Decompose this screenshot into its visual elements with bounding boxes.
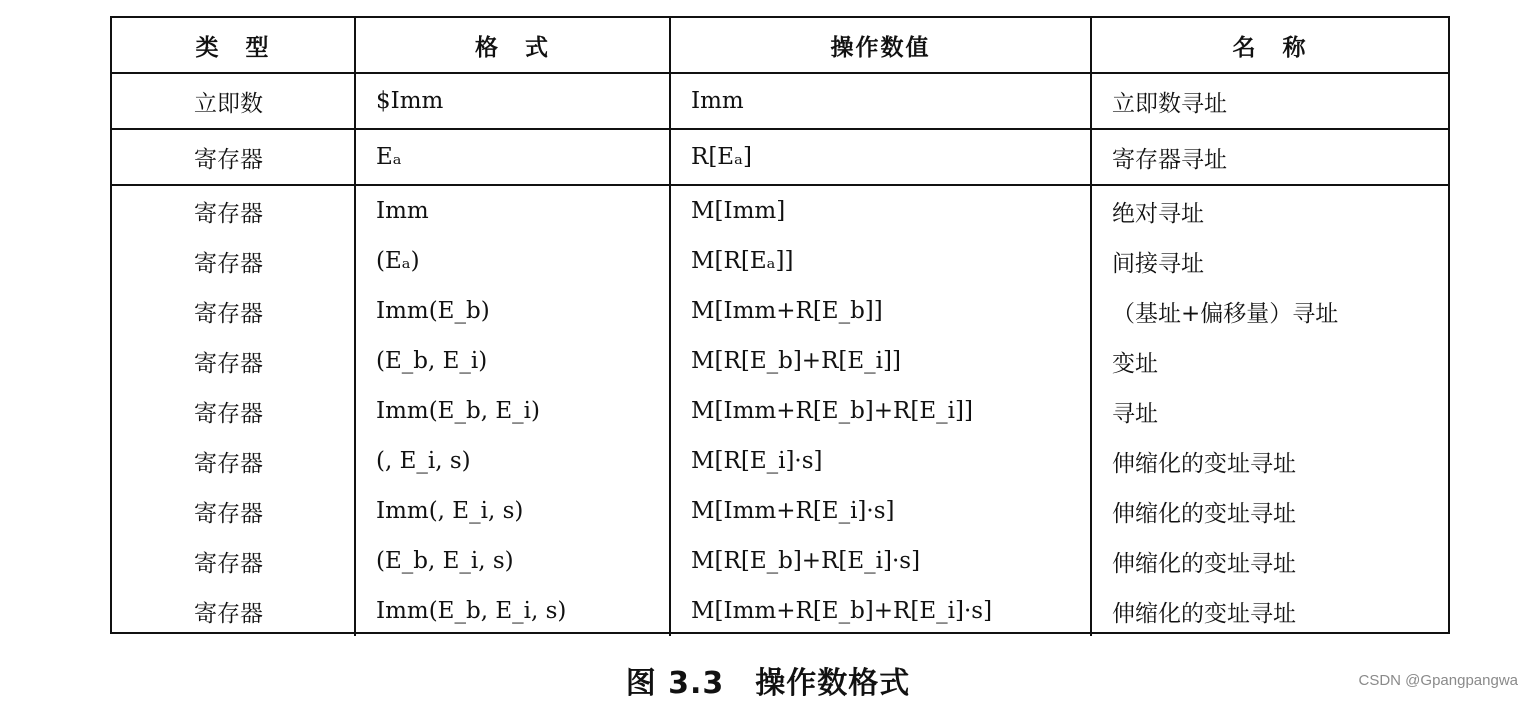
header-name: 名 称 bbox=[1091, 18, 1448, 73]
cell-format: Eₐ bbox=[355, 129, 670, 185]
table-row bbox=[112, 185, 1448, 236]
cell-format: Imm(, E_i, s) bbox=[355, 486, 670, 536]
cell-type: 寄存器 bbox=[112, 536, 355, 586]
cell-operand-value: M[R[E_b]+R[E_i]·s] bbox=[670, 536, 1091, 586]
cell-operand-value: M[Imm+R[E_b]+R[E_i]·s] bbox=[670, 586, 1091, 636]
cell-name: 寻址 bbox=[1112, 400, 1158, 427]
cell-format: Imm(E_b) bbox=[355, 286, 670, 336]
cell-format: Imm(E_b, E_i, s) bbox=[355, 586, 670, 636]
operand-table bbox=[112, 18, 1448, 636]
cell-name: 绝对寻址 bbox=[1112, 200, 1204, 227]
cell-format: Imm bbox=[355, 185, 670, 236]
cell-type: 寄存器 bbox=[112, 236, 355, 286]
cell-name: （基址+偏移量）寻址 bbox=[1112, 300, 1339, 327]
figure-caption: 图 3.3 操作数格式 bbox=[625, 666, 911, 701]
cell-format: Imm(E_b, E_i) bbox=[355, 386, 670, 436]
cell-format: (E_b, E_i) bbox=[355, 336, 670, 386]
cell-operand-value: Imm bbox=[670, 73, 1091, 129]
table-header bbox=[112, 18, 1448, 73]
header-row bbox=[112, 18, 1448, 73]
operand-format-table bbox=[110, 16, 1450, 634]
cell-type: 寄存器 bbox=[112, 286, 355, 336]
cell-operand-value: M[R[E_b]+R[E_i]] bbox=[670, 336, 1091, 386]
cell-operand-value: M[Imm+R[E_i]·s] bbox=[670, 486, 1091, 536]
header-format: 格 式 bbox=[355, 18, 670, 73]
cell-type: 寄存器 bbox=[112, 436, 355, 486]
cell-name: 伸缩化的变址寻址 bbox=[1112, 550, 1296, 577]
cell-operand-value: R[Eₐ] bbox=[670, 129, 1091, 185]
header-operand-value: 操作数值 bbox=[670, 18, 1091, 73]
table-row bbox=[112, 586, 1448, 636]
cell-operand-value: M[Imm+R[E_b]+R[E_i]] bbox=[670, 386, 1091, 436]
cell-type: 寄存器 bbox=[112, 129, 355, 185]
cell-operand-value: M[Imm] bbox=[670, 185, 1091, 236]
cell-type: 立即数 bbox=[112, 73, 355, 129]
table-row bbox=[112, 336, 1448, 386]
cell-name: 伸缩化的变址寻址 bbox=[1112, 600, 1296, 627]
cell-format: (Eₐ) bbox=[355, 236, 670, 286]
cell-type: 寄存器 bbox=[112, 386, 355, 436]
cell-type: 寄存器 bbox=[112, 336, 355, 386]
header-type: 类 型 bbox=[112, 18, 355, 73]
cell-format: $Imm bbox=[355, 73, 670, 129]
cell-name: 寄存器寻址 bbox=[1091, 129, 1448, 185]
cell-name: 立即数寻址 bbox=[1091, 73, 1448, 129]
table-row bbox=[112, 536, 1448, 586]
table-row bbox=[112, 286, 1448, 336]
table-row bbox=[112, 236, 1448, 286]
cell-type: 寄存器 bbox=[112, 486, 355, 536]
cell-name: 间接寻址 bbox=[1112, 250, 1204, 277]
csdn-watermark: CSDN @Gpangpangwa bbox=[1358, 672, 1518, 689]
table-row bbox=[112, 73, 1448, 129]
cell-operand-value: M[R[Eₐ]] bbox=[670, 236, 1091, 286]
cell-operand-value: M[Imm+R[E_b]] bbox=[670, 286, 1091, 336]
table-row bbox=[112, 486, 1448, 536]
cell-operand-value: M[R[E_i]·s] bbox=[670, 436, 1091, 486]
cell-name: 伸缩化的变址寻址 bbox=[1112, 450, 1296, 477]
cell-type: 寄存器 bbox=[112, 185, 355, 236]
table-row bbox=[112, 129, 1448, 185]
cell-name: 伸缩化的变址寻址 bbox=[1112, 500, 1296, 527]
table-body bbox=[112, 73, 1448, 636]
table-row bbox=[112, 386, 1448, 436]
cell-format: (, E_i, s) bbox=[355, 436, 670, 486]
cell-format: (E_b, E_i, s) bbox=[355, 536, 670, 586]
table-row bbox=[112, 436, 1448, 486]
cell-type: 寄存器 bbox=[112, 586, 355, 636]
cell-name: 变址 bbox=[1112, 350, 1158, 377]
